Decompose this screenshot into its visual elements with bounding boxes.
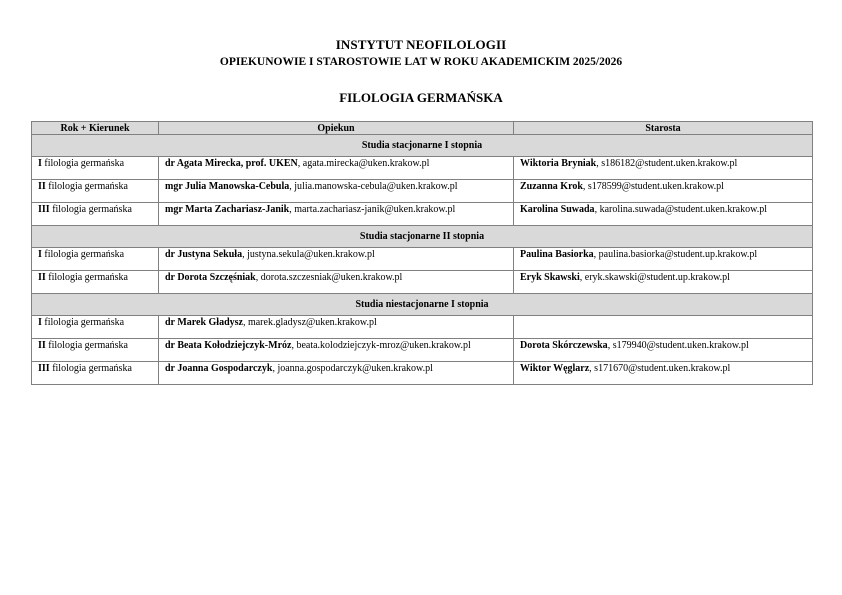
year-cell (32, 203, 159, 226)
representative-email[interactable]: , karolina.suwada@student.uken.krakow.pl (594, 204, 767, 215)
field-label: filologia germańska (41, 317, 125, 328)
tutor-name: dr Dorota Szczęśniak (165, 272, 256, 283)
tutor-email[interactable]: , marta.zachariasz-janik@uken.krakow.pl (289, 204, 456, 215)
section-header-row (32, 226, 813, 248)
year-cell (32, 180, 159, 203)
column-header-representative: Starosta (514, 122, 813, 135)
tutor-name: dr Justyna Sekuła (165, 249, 243, 260)
table-row (32, 362, 813, 385)
year-cell (32, 248, 159, 271)
tutor-cell (159, 271, 514, 294)
table-body (32, 135, 813, 385)
tutor-cell (159, 180, 514, 203)
table-row (32, 339, 813, 362)
representative-name: Zuzanna Krok (520, 181, 583, 192)
field-label: filologia germańska (49, 363, 132, 374)
section-header-row (32, 294, 813, 316)
tutor-email[interactable]: , justyna.sekula@uken.krakow.pl (242, 249, 375, 260)
year-label: I (38, 317, 42, 328)
representative-name: Wiktoria Bryniak (520, 158, 597, 169)
tutor-email[interactable]: , beata.kolodziejczyk-mroz@uken.krakow.pl (291, 340, 471, 351)
representative-cell (514, 248, 813, 271)
table-header-row (32, 122, 813, 135)
field-label: filologia germańska (41, 158, 125, 169)
representative-email[interactable]: , s171670@student.uken.krakow.pl (589, 363, 731, 374)
year-cell (32, 362, 159, 385)
representative-cell (514, 339, 813, 362)
section-title: Studia stacjonarne II stopnia (32, 226, 813, 248)
section-title: Studia stacjonarne I stopnia (32, 135, 813, 157)
representative-name: Eryk Skawski (520, 272, 580, 283)
tutor-cell (159, 157, 514, 180)
representative-name: Karolina Suwada (520, 204, 595, 215)
table-row (32, 271, 813, 294)
table-row (32, 316, 813, 339)
tutor-cell (159, 316, 514, 339)
field-label: filologia germańska (45, 340, 128, 351)
year-cell (32, 316, 159, 339)
tutor-name: mgr Marta Zachariasz-Janik (165, 204, 290, 215)
field-label: filologia germańska (45, 272, 128, 283)
representative-cell (514, 362, 813, 385)
representative-cell (514, 180, 813, 203)
representative-email[interactable]: , s186182@student.uken.krakow.pl (596, 158, 738, 169)
representative-cell (514, 157, 813, 180)
tutor-name: mgr Julia Manowska-Cebula (165, 181, 290, 192)
year-label: II (38, 340, 46, 351)
year-label: II (38, 272, 46, 283)
tutor-cell (159, 203, 514, 226)
representative-cell (514, 203, 813, 226)
department-title: FILOLOGIA GERMAŃSKA (339, 90, 503, 105)
representative-cell (514, 271, 813, 294)
tutor-cell (159, 362, 514, 385)
representative-cell (514, 316, 813, 339)
representative-email[interactable]: , paulina.basiorka@student.up.krakow.pl (593, 249, 758, 260)
year-label: III (38, 363, 50, 374)
section-header-row (32, 135, 813, 157)
table-row (32, 203, 813, 226)
representative-email[interactable]: , eryk.skawski@student.up.krakow.pl (579, 272, 730, 283)
field-label: filologia germańska (49, 204, 132, 215)
table-row (32, 180, 813, 203)
section-title: Studia niestacjonarne I stopnia (32, 294, 813, 316)
tutor-email[interactable]: , agata.mirecka@uken.krakow.pl (297, 158, 430, 169)
year-cell (32, 271, 159, 294)
year-label: I (38, 249, 42, 260)
representative-email[interactable]: , s179940@student.uken.krakow.pl (607, 340, 749, 351)
field-label: filologia germańska (45, 181, 128, 192)
tutor-email[interactable]: , marek.gladysz@uken.krakow.pl (242, 317, 377, 328)
tutor-name: dr Beata Kołodziejczyk-Mróz (165, 340, 292, 351)
representative-name: Wiktor Węglarz (520, 363, 590, 374)
year-cell (32, 339, 159, 362)
field-label: filologia germańska (41, 249, 125, 260)
institute-title: INSTYTUT NEOFILOLOGII (335, 37, 507, 52)
document-subtitle: OPIEKUNOWIE I STAROSTOWIE LAT W ROKU AKADEMICKIM 2025/2026 (219, 56, 623, 68)
representative-name: Dorota Skórczewska (520, 340, 608, 351)
tutor-name: dr Marek Gładysz (165, 317, 243, 328)
tutors-table (31, 121, 813, 385)
tutor-email[interactable]: , dorota.szczesniak@uken.krakow.pl (255, 272, 403, 283)
tutor-name: dr Agata Mirecka, prof. UKEN (165, 158, 298, 169)
column-header-tutor: Opiekun (159, 122, 514, 135)
table-row (32, 157, 813, 180)
year-label: I (38, 158, 42, 169)
tutor-cell (159, 248, 514, 271)
tutor-email[interactable]: , julia.manowska-cebula@uken.krakow.pl (289, 181, 458, 192)
tutor-cell (159, 339, 514, 362)
representative-email[interactable]: , s178599@student.uken.krakow.pl (582, 181, 724, 192)
year-label: II (38, 181, 46, 192)
year-cell (32, 157, 159, 180)
representative-name: Paulina Basiorka (520, 249, 594, 260)
table-row (32, 248, 813, 271)
tutor-email[interactable]: , joanna.gospodarczyk@uken.krakow.pl (272, 363, 433, 374)
column-header-year: Rok + Kierunek (32, 122, 159, 135)
year-label: III (38, 204, 50, 215)
tutor-name: dr Joanna Gospodarczyk (165, 363, 273, 374)
